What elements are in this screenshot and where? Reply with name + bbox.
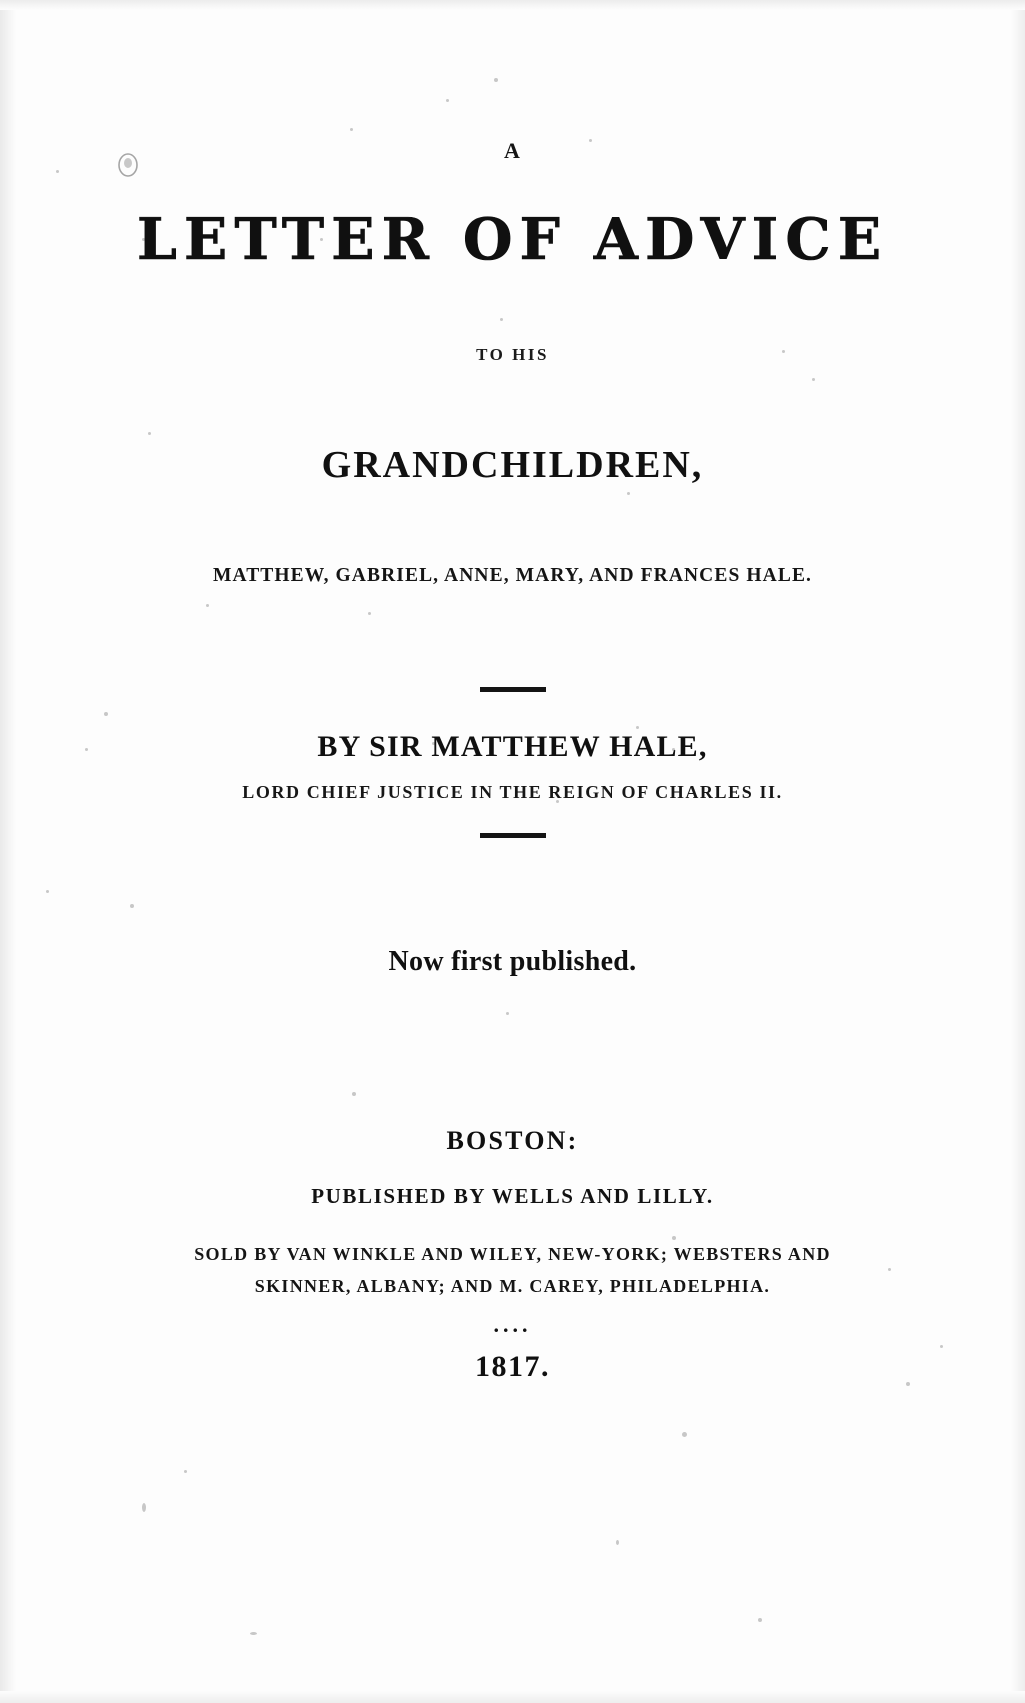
library-stamp-icon bbox=[115, 150, 141, 180]
ornament-dots: .... bbox=[493, 1312, 532, 1337]
title-article: A bbox=[504, 138, 521, 163]
imprint-publisher: PUBLISHED BY WELLS AND LILLY. bbox=[311, 1184, 714, 1208]
paper-speck bbox=[682, 1432, 687, 1437]
divider-rule-lower bbox=[480, 833, 546, 838]
paper-speck bbox=[184, 1470, 187, 1473]
publication-year: 1817. bbox=[475, 1350, 550, 1383]
paper-speck bbox=[142, 1503, 146, 1512]
dedication-target: GRANDCHILDREN, bbox=[321, 444, 704, 486]
author-title: LORD CHIEF JUSTICE IN THE REIGN OF CHARLES II. bbox=[242, 782, 783, 802]
scan-edge-bottom bbox=[0, 1691, 1025, 1703]
imprint-sellers-line-2: SKINNER, ALBANY; AND M. CAREY, PHILADELPHIA. bbox=[254, 1275, 771, 1296]
paper-speck bbox=[250, 1632, 257, 1635]
paper-speck bbox=[616, 1540, 619, 1545]
imprint-sellers bbox=[133, 1239, 893, 1302]
dedication-names: MATTHEW, GABRIEL, ANNE, MARY, AND FRANCES HALE. bbox=[212, 565, 813, 586]
divider-rule-upper bbox=[480, 687, 546, 692]
author-byline: BY SIR MATTHEW HALE, bbox=[317, 730, 708, 763]
publication-note: Now first published. bbox=[388, 946, 637, 977]
dedication-lead: TO HIS bbox=[476, 345, 549, 364]
paper-speck bbox=[758, 1618, 762, 1622]
page-title: LETTER OF ADVICE bbox=[136, 206, 889, 273]
imprint-sellers-line-1: SOLD BY VAN WINKLE AND WILEY, NEW-YORK; WEBSTERS AND bbox=[194, 1244, 831, 1264]
imprint-city: BOSTON: bbox=[446, 1126, 579, 1155]
